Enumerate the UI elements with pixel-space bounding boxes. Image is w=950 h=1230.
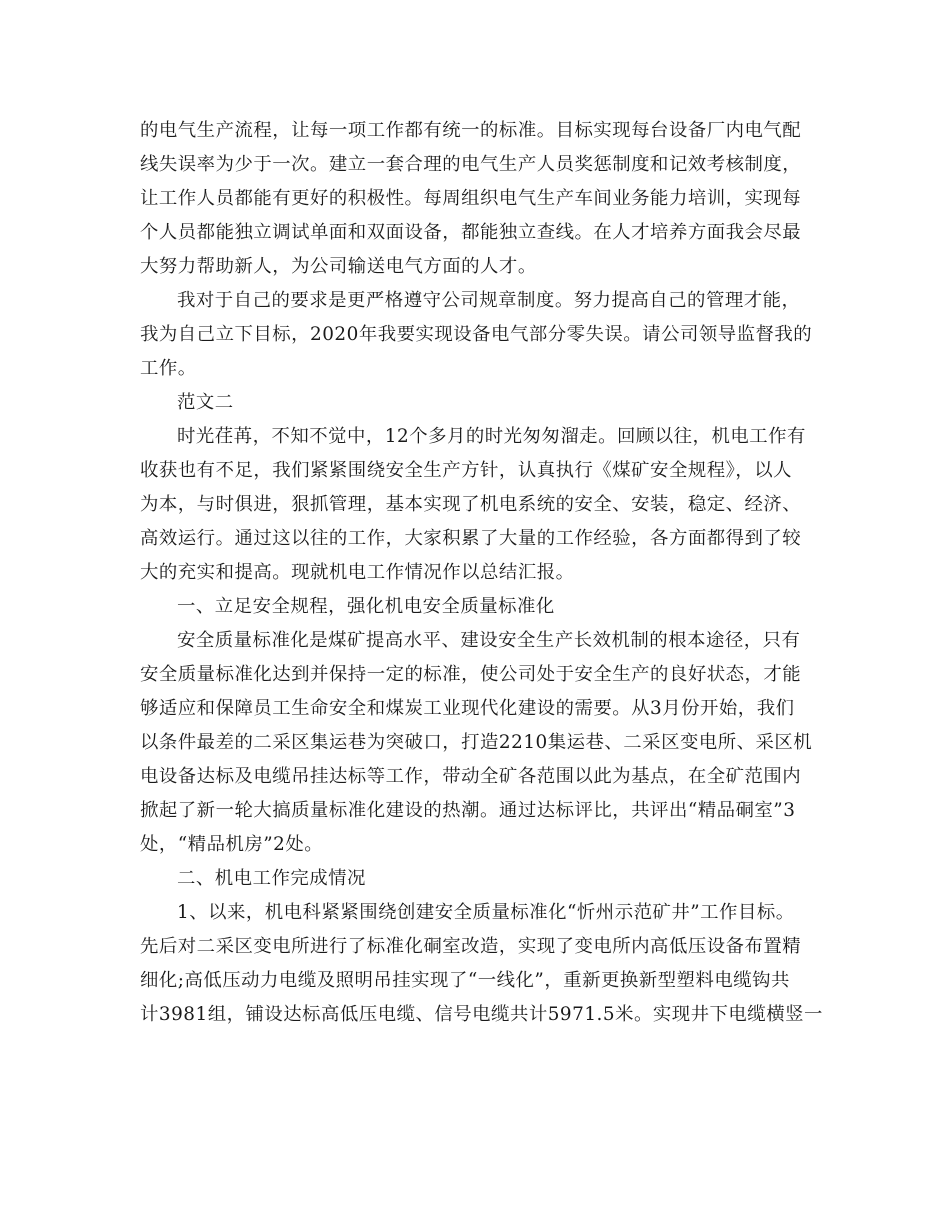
text-line: 掀起了新一轮大搞质量标准化建设的热潮。通过达标评比，共评出“精品硐室”3 xyxy=(140,800,796,821)
text-line: 安全质量标准化是煤矿提高水平、建设安全生产长效机制的根本途径，只有 xyxy=(177,630,801,651)
text-line: 线失误率为少于一次。建立一套合理的电气生产人员奖惩制度和记效考核制度， xyxy=(140,154,802,175)
text-line: 时光荏苒，不知不觉中，12个多月的时光匆匆溜走。回顾以往，机电工作有 xyxy=(177,426,806,447)
document-body xyxy=(140,114,823,1032)
text-line: 范文二 xyxy=(177,392,234,413)
text-line: 个人员都能独立调试单面和双面设备，都能独立查线。在人才培养方面我会尽最 xyxy=(140,222,802,243)
text-line: 我为自己立下目标，2020年我要实现设备电气部分零失误。请公司领导监督我的 xyxy=(140,324,813,345)
text-line: 让工作人员都能有更好的积极性。每周组织电气生产车间业务能力培训，实现每 xyxy=(140,188,802,209)
text-line: 计3981组，铺设达标高低压电缆、信号电缆共计5971.5米。实现井下电缆横竖一 xyxy=(140,1004,823,1025)
text-line: 处，“精品机房”2处。 xyxy=(140,834,324,855)
text-line: 先后对二采区变电所进行了标准化硐室改造，实现了变电所内高低压设备布置精 xyxy=(140,936,802,957)
text-line: 电设备达标及电缆吊挂达标等工作，带动全矿各范围以此为基点，在全矿范围内 xyxy=(140,766,802,787)
text-line: 大努力帮助新人，为公司输送电气方面的人才。 xyxy=(140,256,537,277)
text-line: 高效运行。通过这以往的工作，大家积累了大量的工作经验，各方面都得到了较 xyxy=(140,528,802,549)
text-line: 够适应和保障员工生命安全和煤炭工业现代化建设的需要。从3月份开始，我们 xyxy=(140,698,795,719)
text-line: 的电气生产流程，让每一项工作都有统一的标准。目标实现每台设备厂内电气配 xyxy=(140,120,802,141)
text-line: 收获也有不足，我们紧紧围绕安全生产方针，认真执行《煤矿安全规程》，以人 xyxy=(140,460,792,481)
text-line: 大的充实和提高。现就机电工作情况作以总结汇报。 xyxy=(140,562,575,583)
text-line: 二、机电工作完成情况 xyxy=(177,868,366,889)
text-line: 工作。 xyxy=(140,358,197,379)
text-line: 我对于自己的要求是更严格遵守公司规章制度。努力提高自己的管理才能， xyxy=(177,290,801,311)
text-line: 1、以来，机电科紧紧围绕创建安全质量标准化“忻州示范矿井”工作目标。 xyxy=(177,902,795,923)
text-line: 以条件最差的二采区集运巷为突破口，打造2210集运巷、二采区变电所、采区机 xyxy=(140,732,813,753)
text-line: 安全质量标准化达到并保持一定的标准，使公司处于安全生产的良好状态，才能 xyxy=(140,664,802,685)
text-line: 细化;高低压动力电缆及照明吊挂实现了“一线化”，重新更换新型塑料电缆钩共 xyxy=(140,970,790,991)
text-line: 一、立足安全规程，强化机电安全质量标准化 xyxy=(177,596,555,617)
text-line: 为本，与时俱进，狠抓管理，基本实现了机电系统的安全、安装，稳定、经济、 xyxy=(140,494,802,515)
